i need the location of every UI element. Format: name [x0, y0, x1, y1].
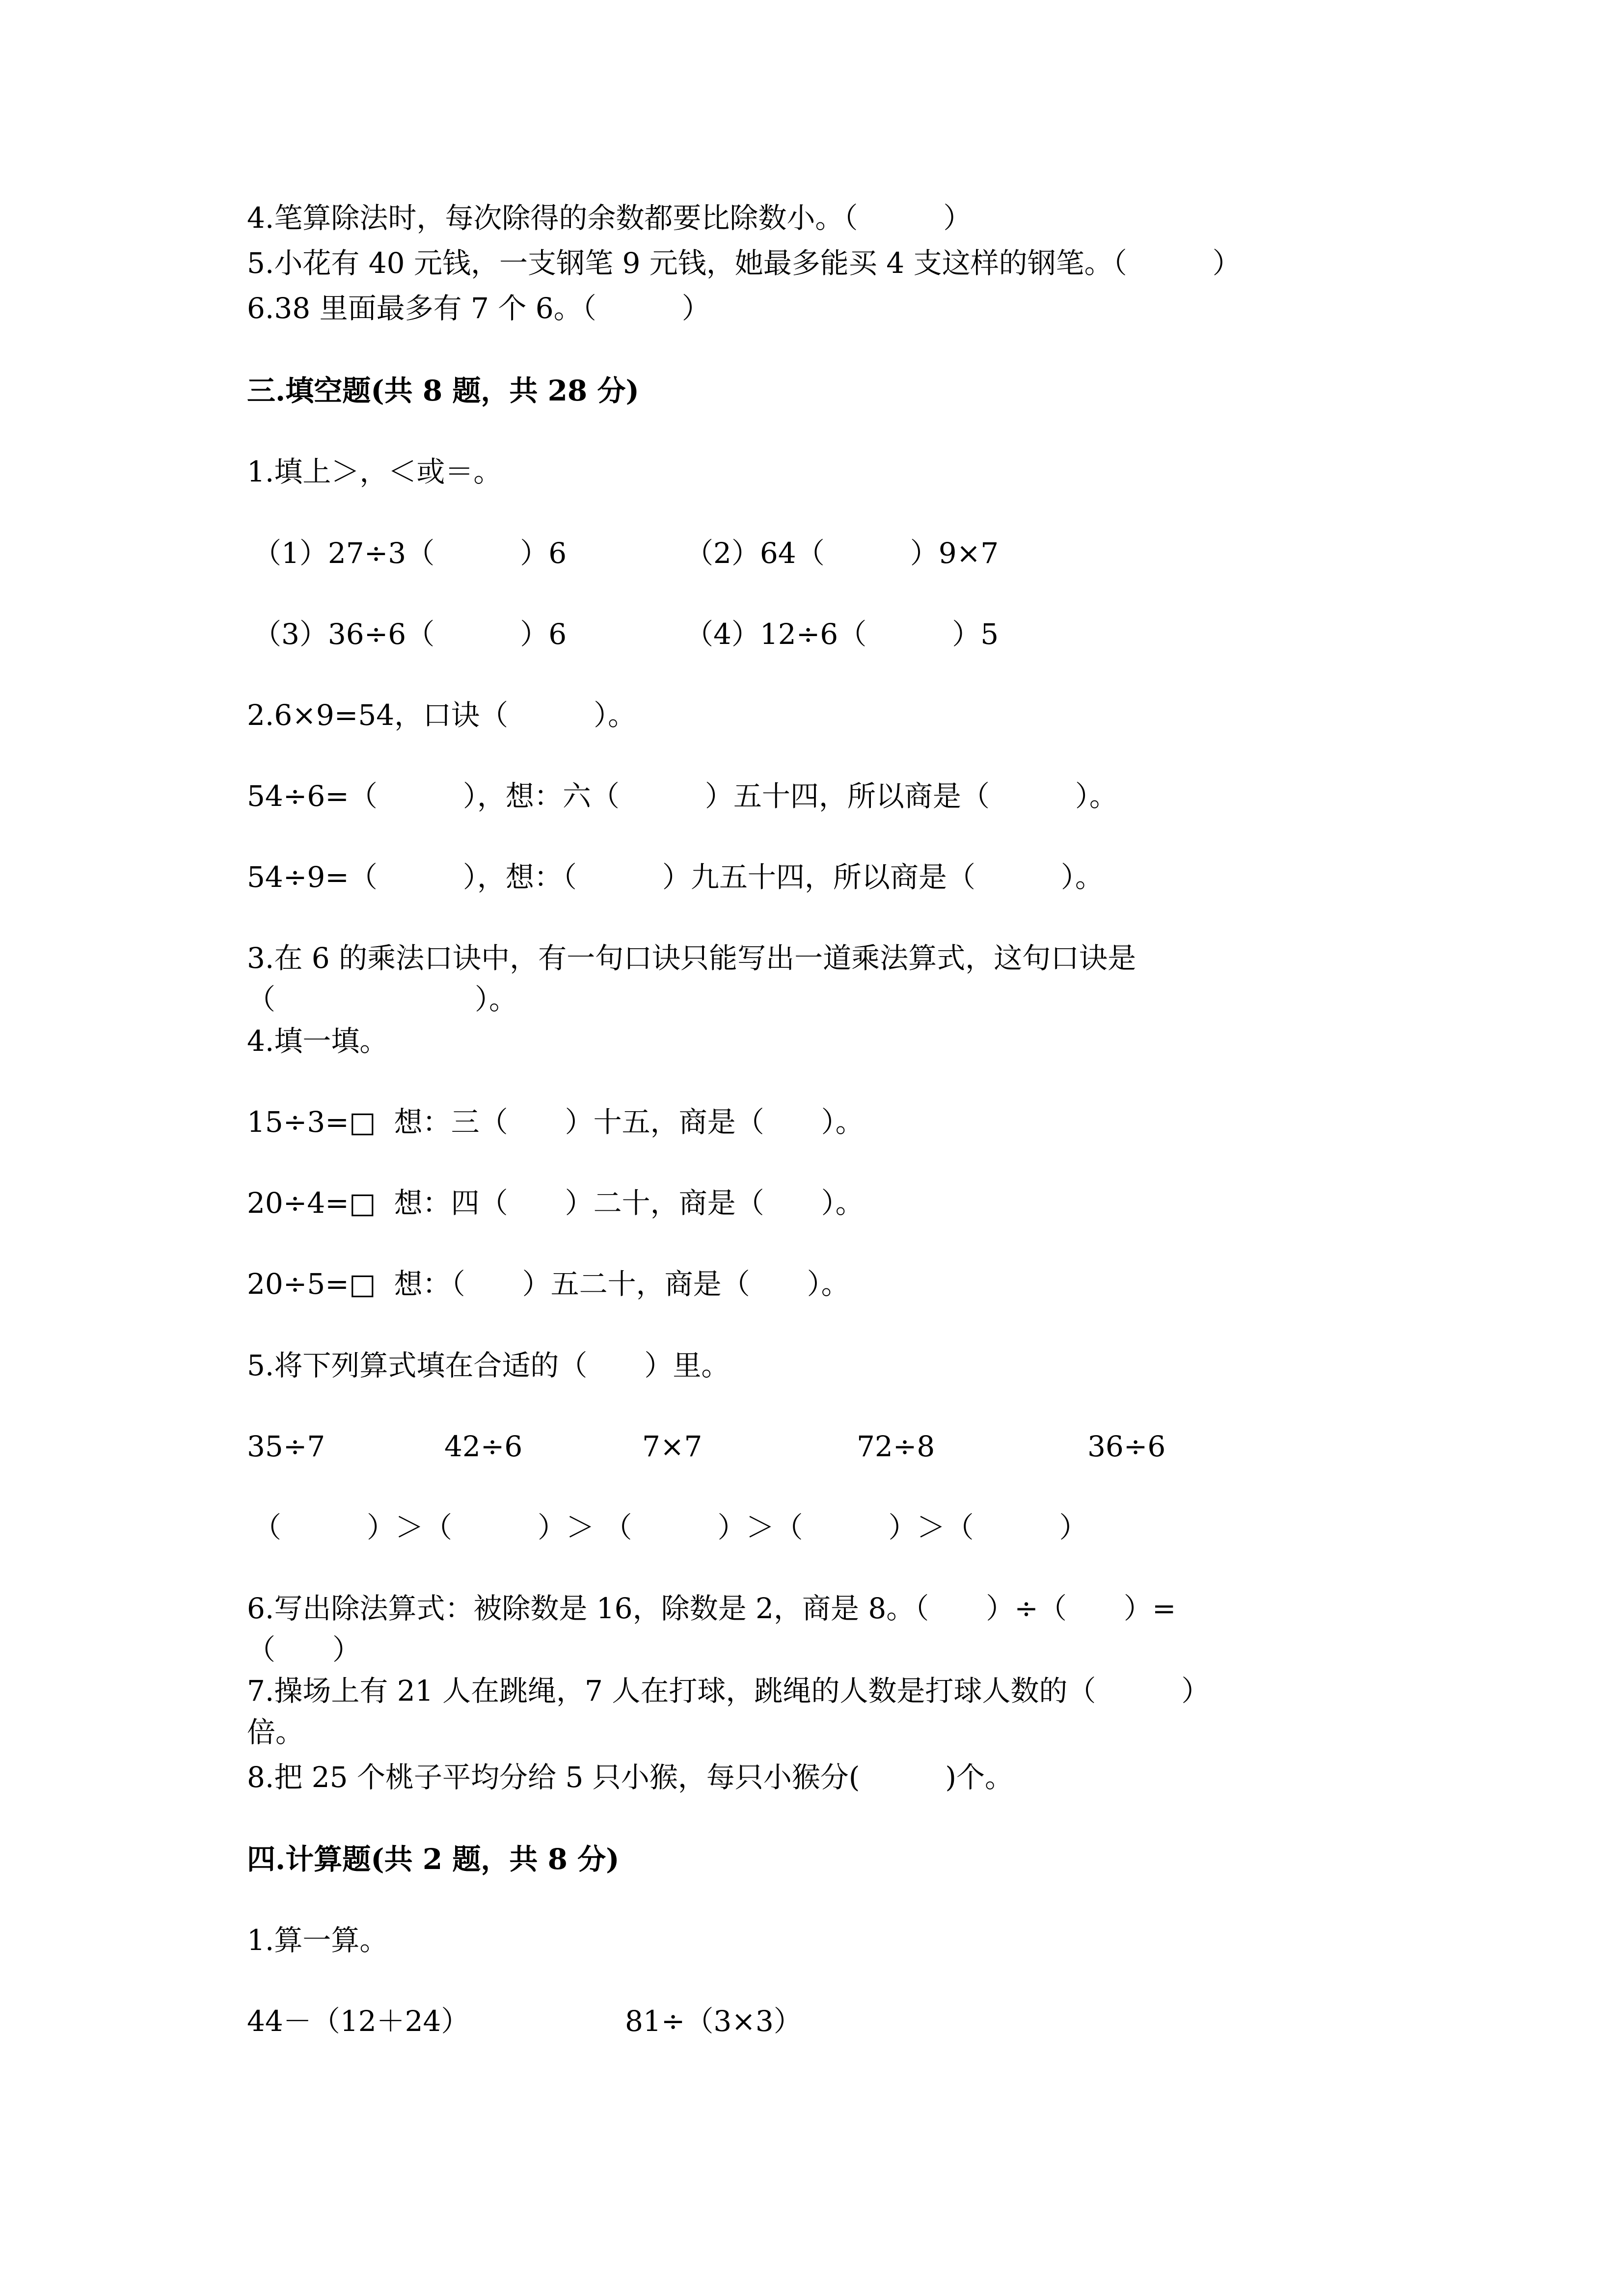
fill-q4-prompt: 4.填一填。: [247, 1024, 388, 1058]
tf-question-4: 4.笔算除法时，每次除得的余数都要比除数小。（ ）: [247, 201, 972, 235]
fill-q3-line1: 3.在 6 的乘法口诀中，有一句口诀只能写出一道乘法算式，这句口诀是: [247, 941, 1137, 975]
fill-q1-b: （2）64（ ）9×7: [685, 536, 999, 570]
fill-q2-line1: 54÷6=（ ），想：六（ ）五十四，所以商是（ ）。: [247, 779, 1118, 813]
fill-q1-c: （3）36÷6（ ）6: [253, 617, 567, 651]
tf-question-6: 6.38 里面最多有 7 个 6。（ ）: [247, 292, 710, 325]
fill-q4-line2: 20÷4=□ 想：四（ ）二十，商是（ ）。: [247, 1186, 864, 1220]
calc-q1-expression-2: 81÷（3×3）: [625, 2004, 802, 2038]
fill-q1-d: （4）12÷6（ ）5: [685, 617, 999, 651]
fill-q4-line3: 20÷5=□ 想：（ ）五二十，商是（ ）。: [247, 1267, 850, 1301]
fill-q1-a: （1）27÷3（ ）6: [253, 536, 567, 570]
fill-q7-line1: 7.操场上有 21 人在跳绳，7 人在打球，跳绳的人数是打球人数的（ ）: [247, 1674, 1210, 1708]
calc-q1-expression-1: 44－（12＋24）: [247, 2004, 470, 2038]
tf-question-5: 5.小花有 40 元钱，一支钢笔 9 元钱，她最多能买 4 支这样的钢笔。（ ）: [247, 246, 1241, 280]
fill-q6-line1: 6.写出除法算式：被除数是 16，除数是 2，商是 8。（ ）÷（ ）=: [247, 1592, 1176, 1625]
fill-q5-answer-row: （ ）＞（ ）＞ （ ）＞（ ）＞（ ）: [253, 1511, 1088, 1544]
fill-q6-line2: （ ）: [247, 1633, 361, 1666]
fill-q4-line1: 15÷3=□ 想：三（ ）十五，商是（ ）。: [247, 1105, 864, 1139]
fill-q8: 8.把 25 个桃子平均分给 5 只小猴，每只小猴分( )个。: [247, 1761, 1014, 1794]
fill-q5-expression: 72÷8: [857, 1430, 935, 1463]
fill-q3-line2: （ ）。: [247, 983, 518, 1016]
fill-q5-expression: 42÷6: [444, 1430, 523, 1463]
fill-q5-expression: 7×7: [642, 1430, 703, 1463]
fill-q1-prompt: 1.填上＞，＜或＝。: [247, 455, 502, 488]
calc-q1-prompt: 1.算一算。: [247, 1923, 388, 1957]
fill-q2-line2: 54÷9=（ ），想：（ ）九五十四，所以商是（ ）。: [247, 860, 1104, 894]
fill-q7-line2: 倍。: [247, 1715, 304, 1749]
section-4-heading: 四.计算题(共 2 题，共 8 分): [247, 1842, 620, 1876]
fill-q5-expression: 35÷7: [247, 1430, 325, 1463]
fill-q5-prompt: 5.将下列算式填在合适的（ ）里。: [247, 1349, 730, 1382]
section-3-heading: 三.填空题(共 8 题，共 28 分): [247, 374, 639, 407]
fill-q2-prompt: 2.6×9=54，口诀（ ）。: [247, 698, 637, 732]
fill-q5-expression: 36÷6: [1087, 1430, 1166, 1463]
